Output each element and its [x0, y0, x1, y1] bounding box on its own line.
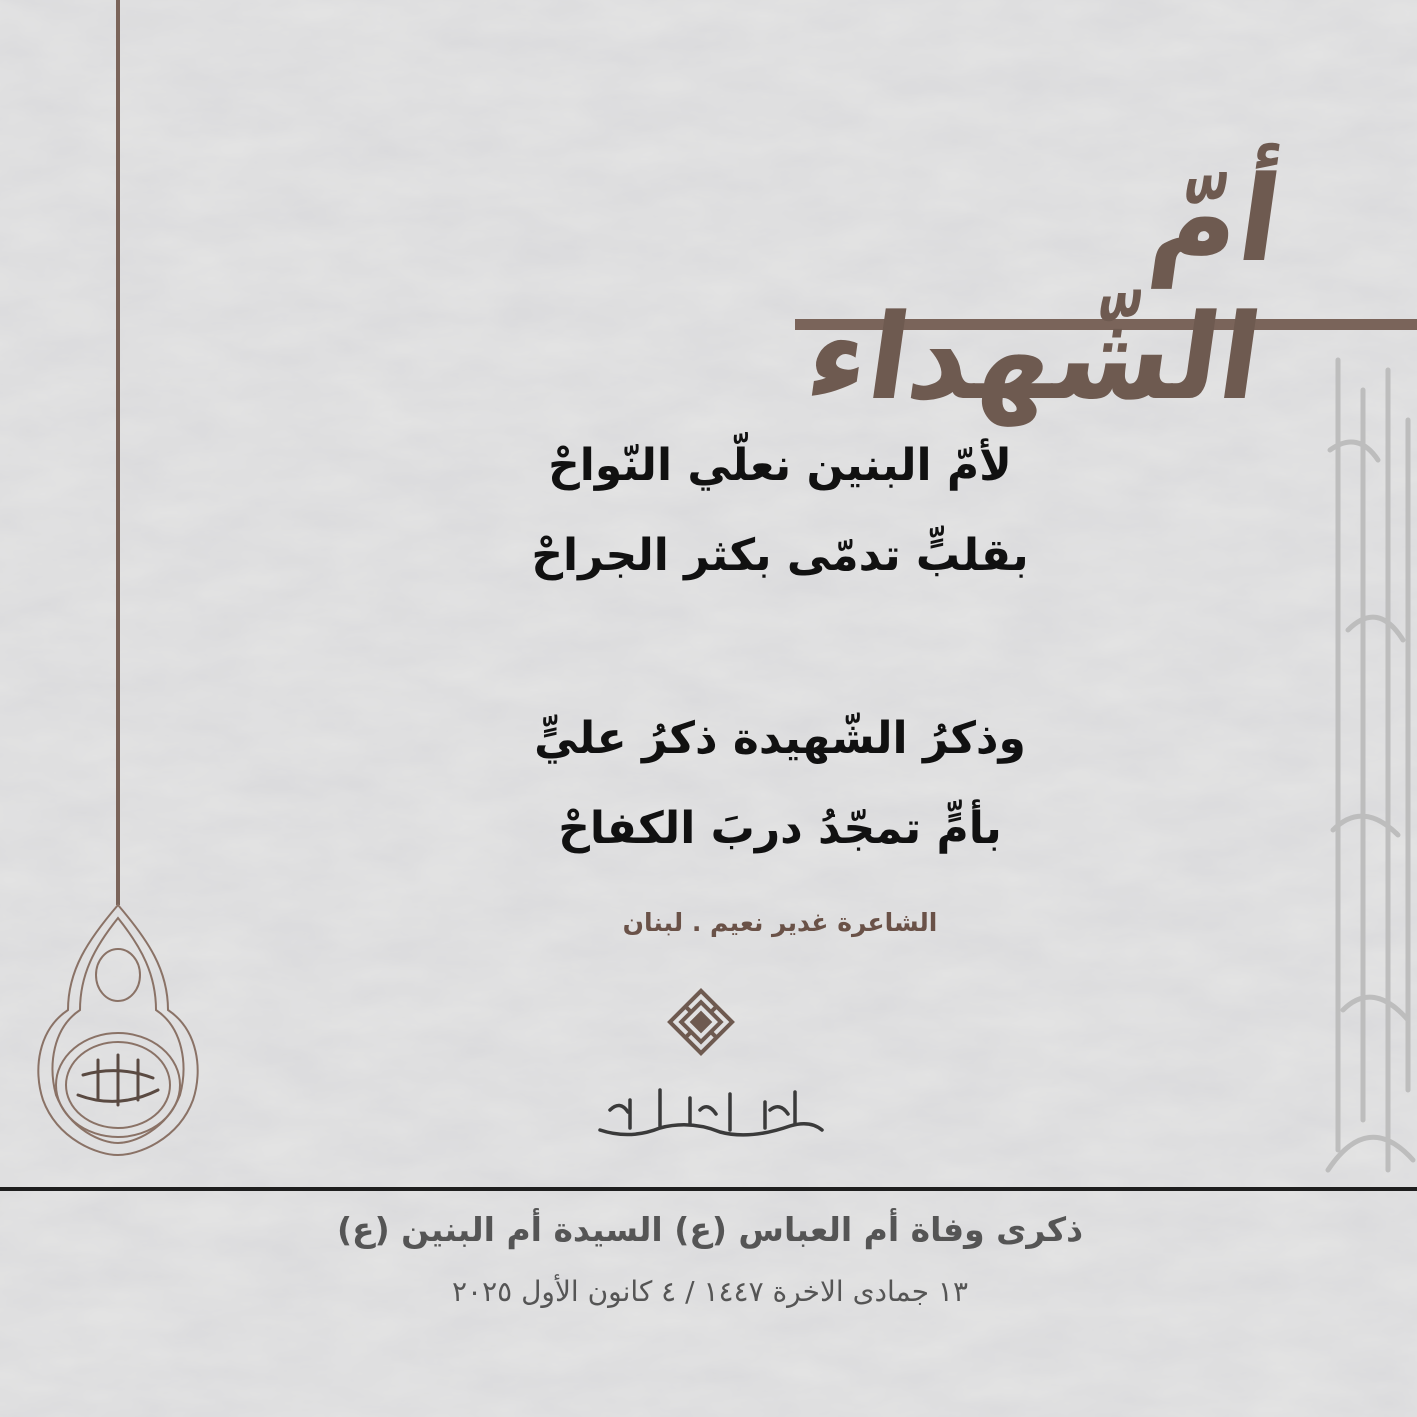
- side-calligraphy-decoration: [1318, 330, 1417, 1190]
- calligraphy-title: [790, 110, 1310, 426]
- organization-calligraphy: [590, 1080, 830, 1150]
- poem-line-4: بأمٍّ تمجّدُ دربَ الكفاحْ: [558, 803, 1002, 854]
- medallion-emblem: [28, 900, 208, 1160]
- poem-line-2: بقلبٍّ تدمّى بكثر الجراحْ: [531, 530, 1029, 581]
- poem-line-1: لأمّ البنين نعلّي النّواحْ: [548, 440, 1012, 491]
- vertical-divider-line: [116, 0, 120, 905]
- occasion-text: ذكرى وفاة أم العباس (ع) السيدة أم البنين (ع): [336, 1210, 1084, 1249]
- footer-divider-line: [0, 1187, 1417, 1191]
- poem-line-3: وذكرُ الشّهيدة ذكرُ عليٍّ: [534, 713, 1026, 764]
- kufic-logo-icon: [667, 988, 735, 1056]
- page-title: أمّ الشّهداء: [798, 150, 1290, 426]
- poet-credit: الشاعرة غدير نعيم . لبنان: [622, 908, 938, 937]
- organization-logo: [560, 1080, 860, 1159]
- date-text: ١٣ جمادى الاخرة ١٤٤٧ / ٤ كانون الأول ٢٠٢٥: [452, 1275, 968, 1308]
